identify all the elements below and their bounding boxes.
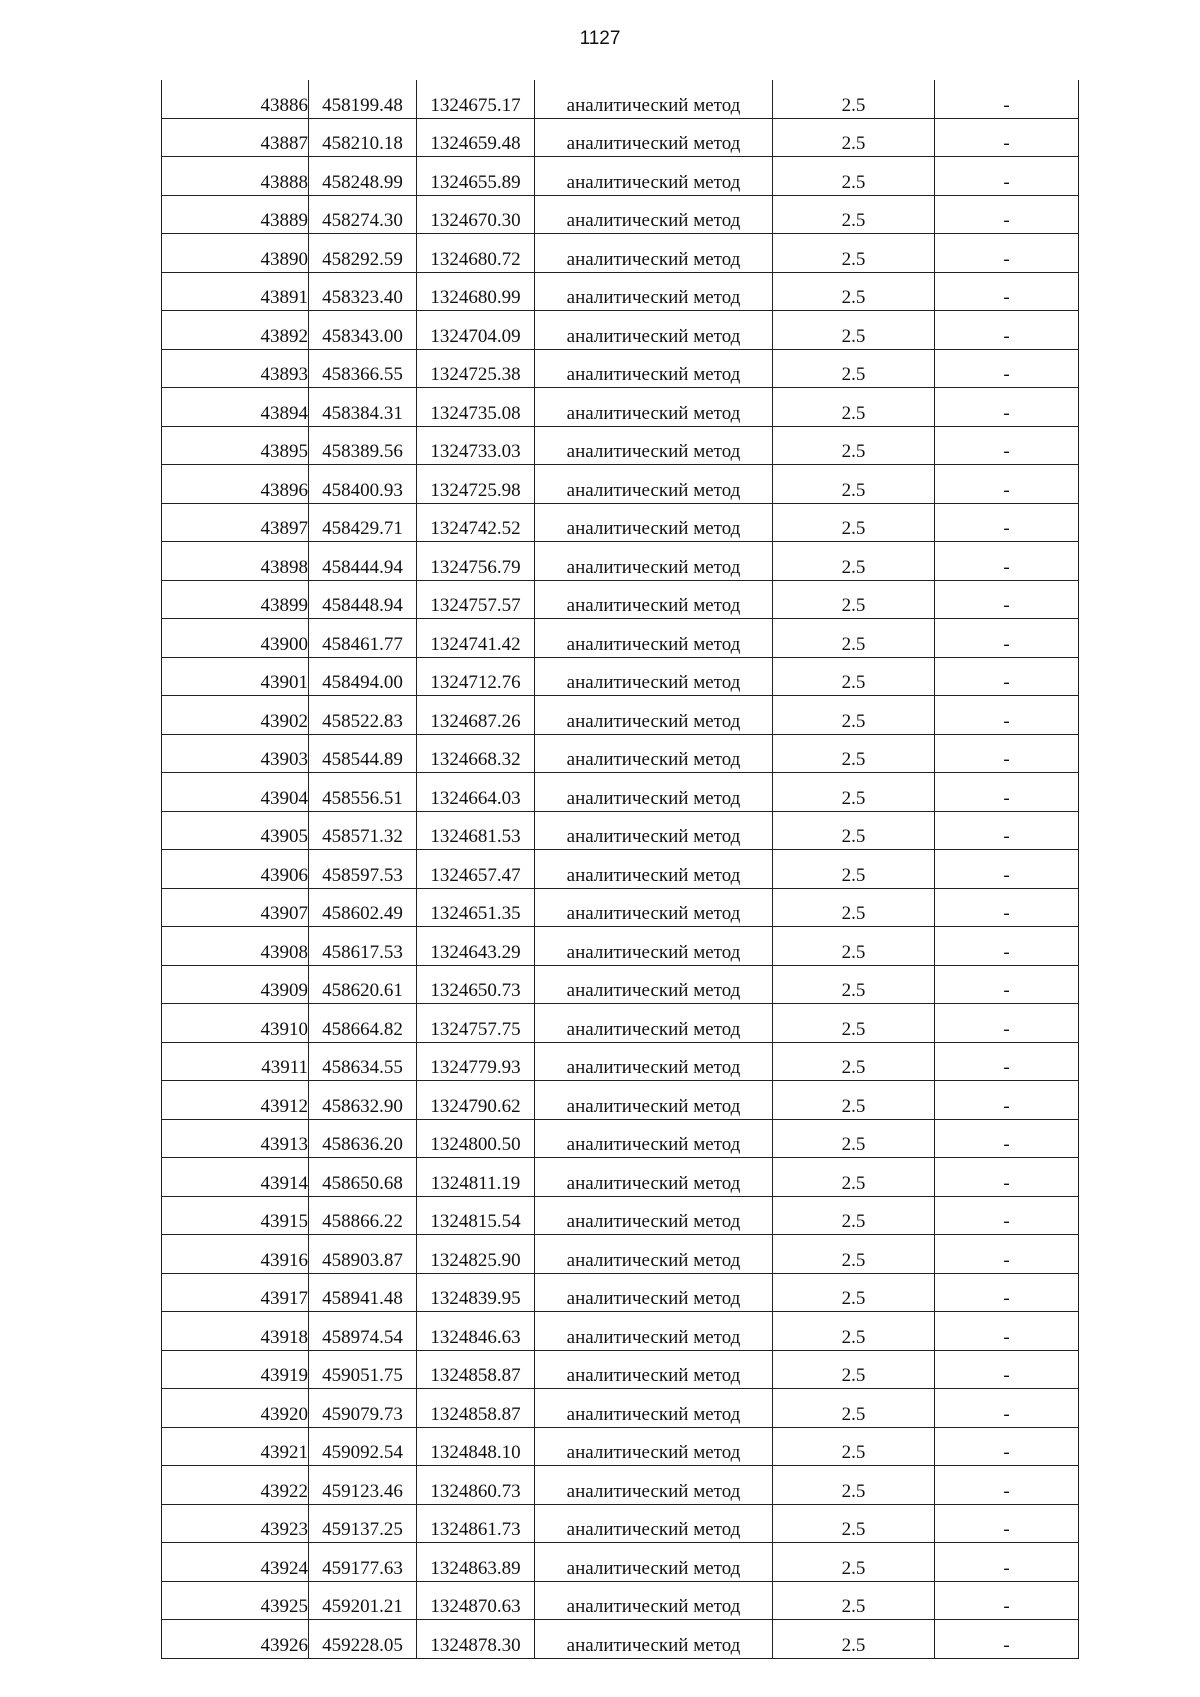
note-cell: - — [935, 503, 1079, 542]
y-coordinate-cell: 1324861.73 — [417, 1504, 535, 1543]
y-coordinate-cell: 1324712.76 — [417, 657, 535, 696]
point-number-cell: 43926 — [162, 1620, 309, 1659]
table-row — [162, 1581, 1079, 1620]
y-coordinate-cell: 1324848.10 — [417, 1427, 535, 1466]
note-cell: - — [935, 272, 1079, 311]
point-number-cell: 43901 — [162, 657, 309, 696]
note-cell: - — [935, 1350, 1079, 1389]
y-coordinate-cell: 1324664.03 — [417, 773, 535, 812]
method-cell: аналитический метод — [535, 157, 773, 196]
y-coordinate-cell: 1324733.03 — [417, 426, 535, 465]
accuracy-cell: 2.5 — [773, 811, 935, 850]
note-cell: - — [935, 311, 1079, 350]
y-coordinate-cell: 1324756.79 — [417, 542, 535, 581]
note-cell: - — [935, 696, 1079, 735]
y-coordinate-cell: 1324681.53 — [417, 811, 535, 850]
note-cell: - — [935, 1235, 1079, 1274]
note-cell: - — [935, 1389, 1079, 1428]
point-number-cell: 43919 — [162, 1350, 309, 1389]
point-number-cell: 43907 — [162, 888, 309, 927]
table-row — [162, 734, 1079, 773]
accuracy-cell: 2.5 — [773, 1389, 935, 1428]
y-coordinate-cell: 1324725.38 — [417, 349, 535, 388]
x-coordinate-cell: 458274.30 — [309, 195, 417, 234]
note-cell: - — [935, 580, 1079, 619]
method-cell: аналитический метод — [535, 773, 773, 812]
x-coordinate-cell: 459092.54 — [309, 1427, 417, 1466]
accuracy-cell: 2.5 — [773, 118, 935, 157]
accuracy-cell: 2.5 — [773, 1042, 935, 1081]
method-cell: аналитический метод — [535, 1158, 773, 1197]
x-coordinate-cell: 459051.75 — [309, 1350, 417, 1389]
y-coordinate-cell: 1324725.98 — [417, 465, 535, 504]
x-coordinate-cell: 458444.94 — [309, 542, 417, 581]
method-cell: аналитический метод — [535, 1389, 773, 1428]
point-number-cell: 43922 — [162, 1466, 309, 1505]
method-cell: аналитический метод — [535, 195, 773, 234]
y-coordinate-cell: 1324839.95 — [417, 1273, 535, 1312]
y-coordinate-cell: 1324800.50 — [417, 1119, 535, 1158]
point-number-cell: 43892 — [162, 311, 309, 350]
point-number-cell: 43910 — [162, 1004, 309, 1043]
method-cell: аналитический метод — [535, 542, 773, 581]
accuracy-cell: 2.5 — [773, 1119, 935, 1158]
y-coordinate-cell: 1324757.75 — [417, 1004, 535, 1043]
method-cell: аналитический метод — [535, 811, 773, 850]
y-coordinate-cell: 1324687.26 — [417, 696, 535, 735]
x-coordinate-cell: 459177.63 — [309, 1543, 417, 1582]
x-coordinate-cell: 458632.90 — [309, 1081, 417, 1120]
accuracy-cell: 2.5 — [773, 157, 935, 196]
method-cell: аналитический метод — [535, 1004, 773, 1043]
method-cell: аналитический метод — [535, 888, 773, 927]
note-cell: - — [935, 1312, 1079, 1351]
table-row — [162, 1081, 1079, 1120]
note-cell: - — [935, 811, 1079, 850]
y-coordinate-cell: 1324860.73 — [417, 1466, 535, 1505]
table-row — [162, 1466, 1079, 1505]
x-coordinate-cell: 458866.22 — [309, 1196, 417, 1235]
method-cell: аналитический метод — [535, 734, 773, 773]
page-number: 1127 — [579, 28, 621, 49]
accuracy-cell: 2.5 — [773, 426, 935, 465]
note-cell: - — [935, 657, 1079, 696]
point-number-cell: 43925 — [162, 1581, 309, 1620]
accuracy-cell: 2.5 — [773, 657, 935, 696]
point-number-cell: 43890 — [162, 234, 309, 273]
point-number-cell: 43921 — [162, 1427, 309, 1466]
x-coordinate-cell: 459123.46 — [309, 1466, 417, 1505]
table-row — [162, 1158, 1079, 1197]
x-coordinate-cell: 458323.40 — [309, 272, 417, 311]
x-coordinate-cell: 458597.53 — [309, 850, 417, 889]
note-cell: - — [935, 1427, 1079, 1466]
y-coordinate-cell: 1324704.09 — [417, 311, 535, 350]
method-cell: аналитический метод — [535, 1427, 773, 1466]
y-coordinate-cell: 1324811.19 — [417, 1158, 535, 1197]
accuracy-cell: 2.5 — [773, 619, 935, 658]
table-row — [162, 195, 1079, 234]
accuracy-cell: 2.5 — [773, 1004, 935, 1043]
table-row — [162, 580, 1079, 619]
accuracy-cell: 2.5 — [773, 1620, 935, 1659]
accuracy-cell: 2.5 — [773, 503, 935, 542]
accuracy-cell: 2.5 — [773, 1581, 935, 1620]
note-cell: - — [935, 388, 1079, 427]
accuracy-cell: 2.5 — [773, 773, 935, 812]
table-row — [162, 388, 1079, 427]
method-cell: аналитический метод — [535, 311, 773, 350]
x-coordinate-cell: 458292.59 — [309, 234, 417, 273]
accuracy-cell: 2.5 — [773, 388, 935, 427]
table-row — [162, 465, 1079, 504]
table-row — [162, 1235, 1079, 1274]
table-row — [162, 1350, 1079, 1389]
point-number-cell: 43918 — [162, 1312, 309, 1351]
x-coordinate-cell: 458494.00 — [309, 657, 417, 696]
method-cell: аналитический метод — [535, 850, 773, 889]
note-cell: - — [935, 426, 1079, 465]
accuracy-cell: 2.5 — [773, 1504, 935, 1543]
x-coordinate-cell: 458199.48 — [309, 80, 417, 118]
note-cell: - — [935, 1273, 1079, 1312]
point-number-cell: 43897 — [162, 503, 309, 542]
method-cell: аналитический метод — [535, 1273, 773, 1312]
point-number-cell: 43923 — [162, 1504, 309, 1543]
method-cell: аналитический метод — [535, 619, 773, 658]
table-row — [162, 773, 1079, 812]
table-row — [162, 1389, 1079, 1428]
accuracy-cell: 2.5 — [773, 734, 935, 773]
table-row — [162, 349, 1079, 388]
point-number-cell: 43900 — [162, 619, 309, 658]
x-coordinate-cell: 458210.18 — [309, 118, 417, 157]
y-coordinate-cell: 1324779.93 — [417, 1042, 535, 1081]
method-cell: аналитический метод — [535, 1312, 773, 1351]
coordinates-table — [161, 80, 1079, 1659]
point-number-cell: 43903 — [162, 734, 309, 773]
x-coordinate-cell: 459228.05 — [309, 1620, 417, 1659]
point-number-cell: 43904 — [162, 773, 309, 812]
accuracy-cell: 2.5 — [773, 1081, 935, 1120]
note-cell: - — [935, 234, 1079, 273]
table-row — [162, 619, 1079, 658]
x-coordinate-cell: 459201.21 — [309, 1581, 417, 1620]
note-cell: - — [935, 734, 1079, 773]
table-row — [162, 80, 1079, 118]
accuracy-cell: 2.5 — [773, 465, 935, 504]
x-coordinate-cell: 458389.56 — [309, 426, 417, 465]
table-row — [162, 927, 1079, 966]
accuracy-cell: 2.5 — [773, 888, 935, 927]
point-number-cell: 43893 — [162, 349, 309, 388]
method-cell: аналитический метод — [535, 1620, 773, 1659]
method-cell: аналитический метод — [535, 118, 773, 157]
method-cell: аналитический метод — [535, 388, 773, 427]
y-coordinate-cell: 1324846.63 — [417, 1312, 535, 1351]
point-number-cell: 43914 — [162, 1158, 309, 1197]
table-row — [162, 542, 1079, 581]
table-row — [162, 311, 1079, 350]
y-coordinate-cell: 1324863.89 — [417, 1543, 535, 1582]
x-coordinate-cell: 458571.32 — [309, 811, 417, 850]
point-number-cell: 43913 — [162, 1119, 309, 1158]
y-coordinate-cell: 1324680.99 — [417, 272, 535, 311]
point-number-cell: 43908 — [162, 927, 309, 966]
method-cell: аналитический метод — [535, 1196, 773, 1235]
table-row — [162, 503, 1079, 542]
x-coordinate-cell: 458366.55 — [309, 349, 417, 388]
coordinates-table-body — [162, 80, 1079, 1658]
note-cell: - — [935, 1081, 1079, 1120]
accuracy-cell: 2.5 — [773, 965, 935, 1004]
method-cell: аналитический метод — [535, 465, 773, 504]
note-cell: - — [935, 118, 1079, 157]
method-cell: аналитический метод — [535, 1081, 773, 1120]
table-row — [162, 157, 1079, 196]
x-coordinate-cell: 458429.71 — [309, 503, 417, 542]
y-coordinate-cell: 1324790.62 — [417, 1081, 535, 1120]
method-cell: аналитический метод — [535, 965, 773, 1004]
point-number-cell: 43911 — [162, 1042, 309, 1081]
x-coordinate-cell: 458634.55 — [309, 1042, 417, 1081]
method-cell: аналитический метод — [535, 1543, 773, 1582]
accuracy-cell: 2.5 — [773, 311, 935, 350]
method-cell: аналитический метод — [535, 234, 773, 273]
accuracy-cell: 2.5 — [773, 542, 935, 581]
point-number-cell: 43896 — [162, 465, 309, 504]
y-coordinate-cell: 1324650.73 — [417, 965, 535, 1004]
note-cell: - — [935, 1543, 1079, 1582]
x-coordinate-cell: 458448.94 — [309, 580, 417, 619]
accuracy-cell: 2.5 — [773, 1273, 935, 1312]
x-coordinate-cell: 458941.48 — [309, 1273, 417, 1312]
point-number-cell: 43905 — [162, 811, 309, 850]
x-coordinate-cell: 458544.89 — [309, 734, 417, 773]
note-cell: - — [935, 1620, 1079, 1659]
note-cell: - — [935, 80, 1079, 118]
point-number-cell: 43891 — [162, 272, 309, 311]
table-row — [162, 1427, 1079, 1466]
point-number-cell: 43899 — [162, 580, 309, 619]
y-coordinate-cell: 1324741.42 — [417, 619, 535, 658]
y-coordinate-cell: 1324878.30 — [417, 1620, 535, 1659]
x-coordinate-cell: 459137.25 — [309, 1504, 417, 1543]
x-coordinate-cell: 458602.49 — [309, 888, 417, 927]
method-cell: аналитический метод — [535, 272, 773, 311]
x-coordinate-cell: 458343.00 — [309, 311, 417, 350]
note-cell: - — [935, 927, 1079, 966]
y-coordinate-cell: 1324668.32 — [417, 734, 535, 773]
note-cell: - — [935, 1004, 1079, 1043]
accuracy-cell: 2.5 — [773, 1350, 935, 1389]
point-number-cell: 43886 — [162, 80, 309, 118]
accuracy-cell: 2.5 — [773, 234, 935, 273]
accuracy-cell: 2.5 — [773, 349, 935, 388]
y-coordinate-cell: 1324858.87 — [417, 1389, 535, 1428]
accuracy-cell: 2.5 — [773, 1158, 935, 1197]
x-coordinate-cell: 458461.77 — [309, 619, 417, 658]
method-cell: аналитический метод — [535, 1581, 773, 1620]
point-number-cell: 43895 — [162, 426, 309, 465]
point-number-cell: 43915 — [162, 1196, 309, 1235]
y-coordinate-cell: 1324651.35 — [417, 888, 535, 927]
x-coordinate-cell: 458636.20 — [309, 1119, 417, 1158]
table-row — [162, 965, 1079, 1004]
accuracy-cell: 2.5 — [773, 1427, 935, 1466]
method-cell: аналитический метод — [535, 426, 773, 465]
y-coordinate-cell: 1324735.08 — [417, 388, 535, 427]
note-cell: - — [935, 157, 1079, 196]
note-cell: - — [935, 1119, 1079, 1158]
y-coordinate-cell: 1324742.52 — [417, 503, 535, 542]
method-cell: аналитический метод — [535, 1119, 773, 1158]
table-row — [162, 1042, 1079, 1081]
y-coordinate-cell: 1324655.89 — [417, 157, 535, 196]
point-number-cell: 43906 — [162, 850, 309, 889]
accuracy-cell: 2.5 — [773, 1196, 935, 1235]
note-cell: - — [935, 349, 1079, 388]
table-row — [162, 1620, 1079, 1659]
x-coordinate-cell: 458903.87 — [309, 1235, 417, 1274]
x-coordinate-cell: 458556.51 — [309, 773, 417, 812]
accuracy-cell: 2.5 — [773, 1312, 935, 1351]
method-cell: аналитический метод — [535, 657, 773, 696]
method-cell: аналитический метод — [535, 80, 773, 118]
y-coordinate-cell: 1324680.72 — [417, 234, 535, 273]
method-cell: аналитический метод — [535, 349, 773, 388]
table-row — [162, 1312, 1079, 1351]
y-coordinate-cell: 1324870.63 — [417, 1581, 535, 1620]
note-cell: - — [935, 542, 1079, 581]
table-row — [162, 272, 1079, 311]
method-cell: аналитический метод — [535, 503, 773, 542]
y-coordinate-cell: 1324858.87 — [417, 1350, 535, 1389]
y-coordinate-cell: 1324657.47 — [417, 850, 535, 889]
point-number-cell: 43887 — [162, 118, 309, 157]
point-number-cell: 43917 — [162, 1273, 309, 1312]
note-cell: - — [935, 1504, 1079, 1543]
table-row — [162, 888, 1079, 927]
table-row — [162, 1543, 1079, 1582]
point-number-cell: 43920 — [162, 1389, 309, 1428]
method-cell: аналитический метод — [535, 1350, 773, 1389]
table-row — [162, 1119, 1079, 1158]
x-coordinate-cell: 458650.68 — [309, 1158, 417, 1197]
note-cell: - — [935, 1466, 1079, 1505]
x-coordinate-cell: 458617.53 — [309, 927, 417, 966]
point-number-cell: 43924 — [162, 1543, 309, 1582]
accuracy-cell: 2.5 — [773, 850, 935, 889]
y-coordinate-cell: 1324659.48 — [417, 118, 535, 157]
accuracy-cell: 2.5 — [773, 580, 935, 619]
table-row — [162, 696, 1079, 735]
table-row — [162, 234, 1079, 273]
note-cell: - — [935, 965, 1079, 1004]
note-cell: - — [935, 1158, 1079, 1197]
note-cell: - — [935, 195, 1079, 234]
method-cell: аналитический метод — [535, 1042, 773, 1081]
accuracy-cell: 2.5 — [773, 195, 935, 234]
note-cell: - — [935, 619, 1079, 658]
note-cell: - — [935, 850, 1079, 889]
method-cell: аналитический метод — [535, 580, 773, 619]
x-coordinate-cell: 458522.83 — [309, 696, 417, 735]
accuracy-cell: 2.5 — [773, 1466, 935, 1505]
point-number-cell: 43916 — [162, 1235, 309, 1274]
note-cell: - — [935, 465, 1079, 504]
table-row — [162, 850, 1079, 889]
point-number-cell: 43902 — [162, 696, 309, 735]
y-coordinate-cell: 1324670.30 — [417, 195, 535, 234]
table-row — [162, 426, 1079, 465]
table-row — [162, 1196, 1079, 1235]
point-number-cell: 43909 — [162, 965, 309, 1004]
table-row — [162, 657, 1079, 696]
table-row — [162, 118, 1079, 157]
method-cell: аналитический метод — [535, 1504, 773, 1543]
table-row — [162, 1004, 1079, 1043]
x-coordinate-cell: 459079.73 — [309, 1389, 417, 1428]
method-cell: аналитический метод — [535, 696, 773, 735]
note-cell: - — [935, 1581, 1079, 1620]
x-coordinate-cell: 458400.93 — [309, 465, 417, 504]
method-cell: аналитический метод — [535, 927, 773, 966]
x-coordinate-cell: 458974.54 — [309, 1312, 417, 1351]
accuracy-cell: 2.5 — [773, 80, 935, 118]
note-cell: - — [935, 1196, 1079, 1235]
y-coordinate-cell: 1324825.90 — [417, 1235, 535, 1274]
accuracy-cell: 2.5 — [773, 696, 935, 735]
x-coordinate-cell: 458664.82 — [309, 1004, 417, 1043]
accuracy-cell: 2.5 — [773, 1235, 935, 1274]
x-coordinate-cell: 458620.61 — [309, 965, 417, 1004]
method-cell: аналитический метод — [535, 1235, 773, 1274]
method-cell: аналитический метод — [535, 1466, 773, 1505]
note-cell: - — [935, 888, 1079, 927]
point-number-cell: 43889 — [162, 195, 309, 234]
y-coordinate-cell: 1324675.17 — [417, 80, 535, 118]
point-number-cell: 43898 — [162, 542, 309, 581]
y-coordinate-cell: 1324815.54 — [417, 1196, 535, 1235]
accuracy-cell: 2.5 — [773, 272, 935, 311]
accuracy-cell: 2.5 — [773, 1543, 935, 1582]
table-row — [162, 811, 1079, 850]
y-coordinate-cell: 1324643.29 — [417, 927, 535, 966]
table-row — [162, 1273, 1079, 1312]
point-number-cell: 43912 — [162, 1081, 309, 1120]
x-coordinate-cell: 458384.31 — [309, 388, 417, 427]
point-number-cell: 43894 — [162, 388, 309, 427]
x-coordinate-cell: 458248.99 — [309, 157, 417, 196]
table-row — [162, 1504, 1079, 1543]
note-cell: - — [935, 1042, 1079, 1081]
note-cell: - — [935, 773, 1079, 812]
y-coordinate-cell: 1324757.57 — [417, 580, 535, 619]
point-number-cell: 43888 — [162, 157, 309, 196]
accuracy-cell: 2.5 — [773, 927, 935, 966]
